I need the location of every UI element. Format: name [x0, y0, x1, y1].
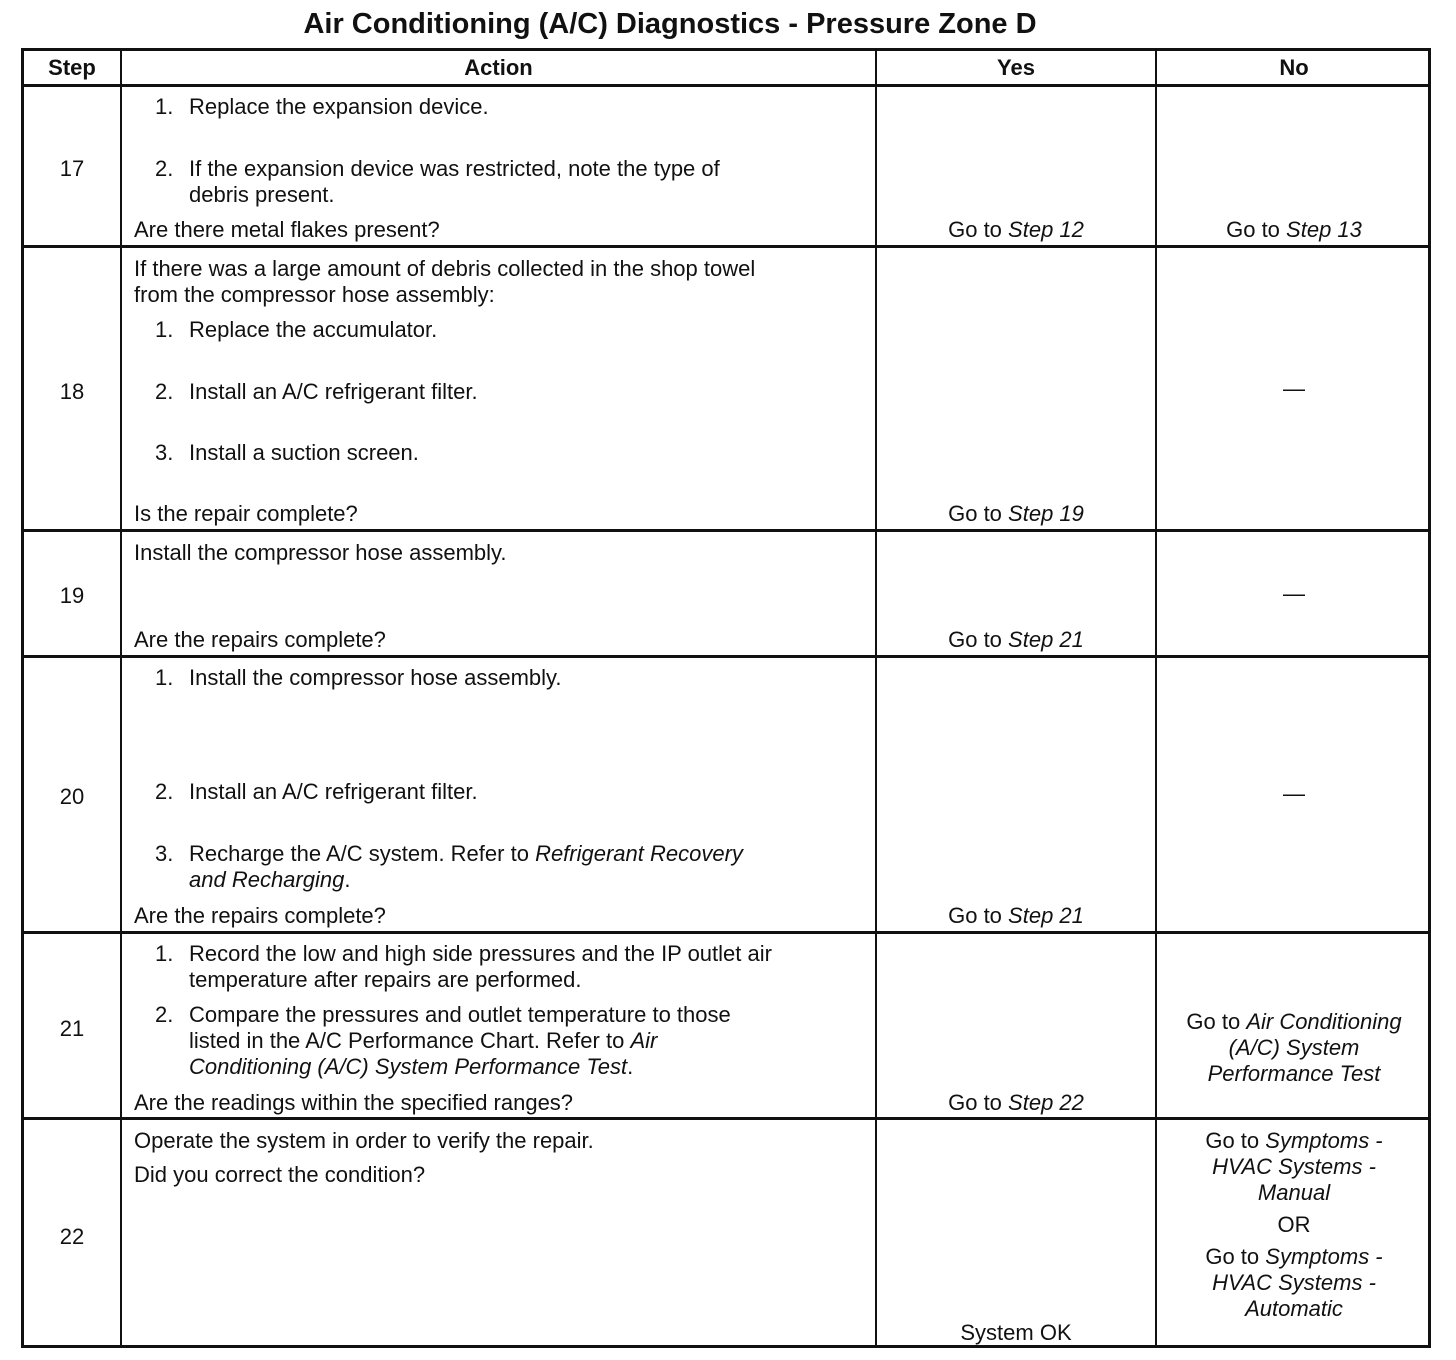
- action-item: 1. Replace the expansion device.: [155, 94, 489, 119]
- action-question: Did you correct the condition?: [134, 1162, 426, 1187]
- action-text: Install the compressor hose assembly.: [134, 540, 507, 565]
- action-text: Operate the system in order to verify the repair.: [134, 1128, 594, 1153]
- diagnostic-table: [21, 48, 1431, 1348]
- step-number: 22: [59, 1224, 85, 1249]
- row-divider: [24, 84, 1428, 87]
- page-title: Air Conditioning (A/C) Diagnostics - Pressure Zone D: [303, 8, 1037, 40]
- yes-link[interactable]: Go to Step 21: [948, 903, 1084, 928]
- no-link[interactable]: Go to Step 13: [1226, 217, 1362, 242]
- header-action: Action: [464, 55, 533, 80]
- step-number: 17: [59, 156, 85, 181]
- no-link[interactable]: Go to Air Conditioning (A/C) System Performance Test: [1186, 1009, 1402, 1086]
- action-question: Are the repairs complete?: [134, 627, 386, 652]
- no-dash: —: [1283, 581, 1305, 606]
- action-item: 3. Recharge the A/C system. Refer to Refrigerant Recovery and Recharging.: [155, 841, 743, 892]
- step-number: 18: [59, 379, 85, 404]
- header-no: No: [1279, 55, 1309, 80]
- no-dash: —: [1283, 781, 1305, 806]
- row-divider: [24, 1117, 1428, 1120]
- action-question: Are the repairs complete?: [134, 903, 386, 928]
- action-item: 2. Install an A/C refrigerant filter.: [155, 779, 478, 804]
- no-dash: —: [1283, 376, 1305, 401]
- step-number: 20: [59, 784, 85, 809]
- action-question: Is the repair complete?: [134, 501, 358, 526]
- action-question: Are there metal flakes present?: [134, 217, 440, 242]
- action-item: 3. Install a suction screen.: [155, 440, 419, 465]
- action-question: Are the readings within the specified ranges?: [134, 1090, 574, 1115]
- yes-link[interactable]: Go to Step 19: [948, 501, 1084, 526]
- yes-result: System OK: [960, 1320, 1072, 1345]
- action-item: 1. Record the low and high side pressures and the IP outlet air temperature after repairs are performed.: [155, 941, 772, 992]
- row-divider: [24, 529, 1428, 532]
- action-item: 1. Install the compressor hose assembly.: [155, 665, 562, 690]
- action-item: 2. Install an A/C refrigerant filter.: [155, 379, 478, 404]
- row-divider: [24, 245, 1428, 248]
- step-number: 19: [59, 583, 85, 608]
- no-links[interactable]: Go to Symptoms - HVAC Systems - Manual OR Go to Symptoms - HVAC Systems - Automatic: [1205, 1128, 1383, 1321]
- header-step: Step: [48, 55, 96, 80]
- yes-link[interactable]: Go to Step 21: [948, 627, 1084, 652]
- row-divider: [24, 655, 1428, 658]
- step-number: 21: [59, 1016, 85, 1041]
- header-yes: Yes: [997, 55, 1035, 80]
- yes-link[interactable]: Go to Step 22: [948, 1090, 1084, 1115]
- row-divider: [24, 931, 1428, 934]
- action-item: 2. Compare the pressures and outlet temperature to those listed in the A/C Performance Chart. Refer to Air Conditioning (A/C) System Performance Test.: [155, 1002, 731, 1079]
- action-intro: If there was a large amount of debris collected in the shop towel from the compressor hose assembly:: [134, 256, 756, 307]
- yes-link[interactable]: Go to Step 12: [948, 217, 1084, 242]
- action-item: 1. Replace the accumulator.: [155, 317, 438, 342]
- action-item: 2. If the expansion device was restricted, note the type of debris present.: [155, 156, 720, 207]
